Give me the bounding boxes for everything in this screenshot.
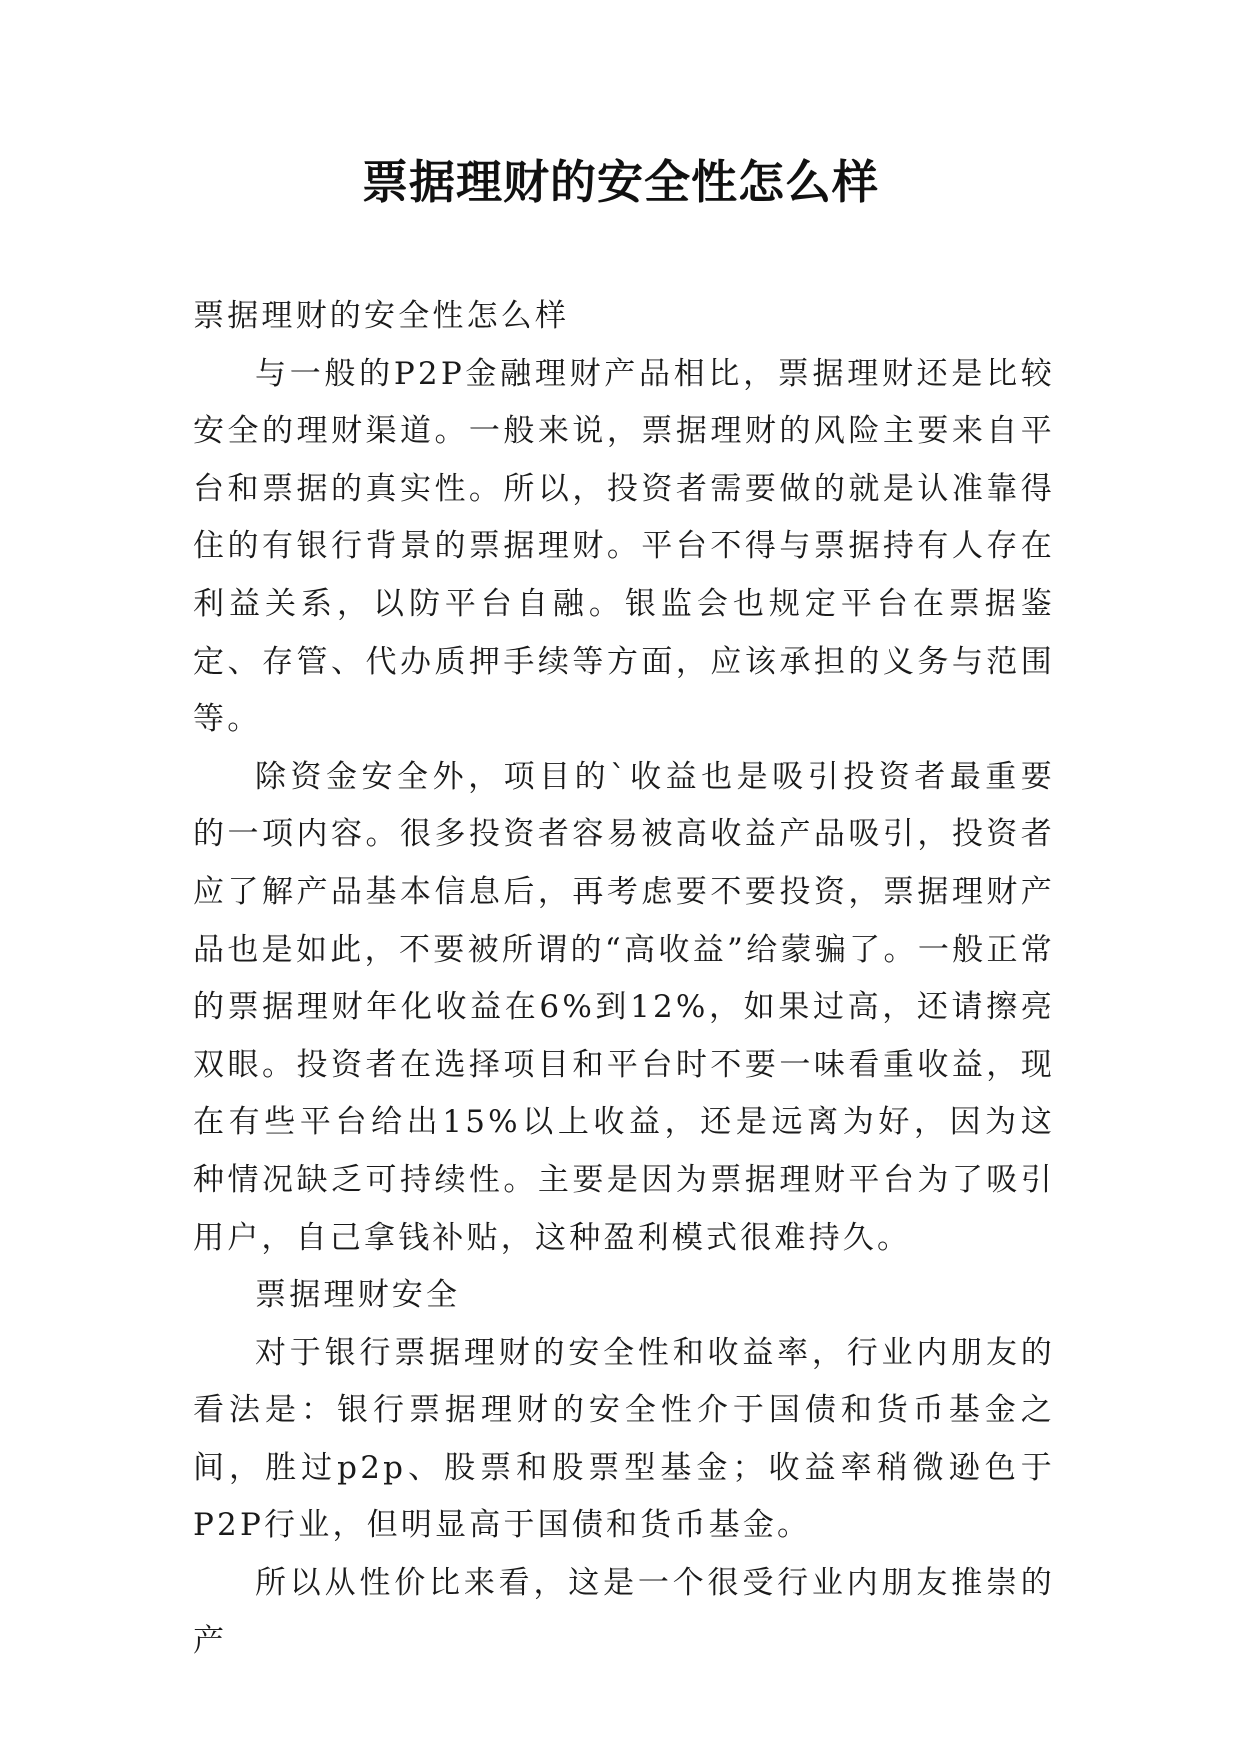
document-title: 票据理财的安全性怎么样 <box>362 155 879 209</box>
document-body <box>193 288 1055 1670</box>
paragraph-1: 与一般的P2P金融理财产品相比，票据理财还是比较安全的理财渠道。一般来说，票据理财的风险主要来自平台和票据的真实性。所以，投资者需要做的就是认准靠得住的有银行背景的票据理财。平台不得与票据持有人存在利益关系，以防平台自融。银监会也规定平台在票据鉴定、存管、代办质押手续等方面，应该承担的义务与范围等。 <box>193 355 1055 738</box>
subtitle-line: 票据理财的安全性怎么样 <box>193 298 570 334</box>
paragraph-2: 除资金安全外，项目的`收益也是吸引投资者最重要的一项内容。很多投资者容易被高收益产品吸引，投资者应了解产品基本信息后，再考虑要不要投资，票据理财产品也是如此，不要被所谓的“高收益”给蒙骗了。一般正常的票据理财年化收益在6%到12%，如果过高，还请擦亮双眼。投资者在选择项目和平台时不要一味看重收益，现在有些平台给出15%以上收益，还是远离为好，因为这种情况缺乏可持续性。主要是因为票据理财平台为了吸引用户，自己拿钱补贴，这种盈利模式很难持久。 <box>193 758 1055 1256</box>
paragraph-3: 对于银行票据理财的安全性和收益率，行业内朋友的看法是：银行票据理财的安全性介于国债和货币基金之间，胜过p2p、股票和股票型基金；收益率稍微逊色于P2P行业，但明显高于国债和货币基金。 <box>193 1334 1055 1544</box>
paragraph-4: 所以从性价比来看，这是一个很受行业内朋友推崇的产 <box>193 1565 1055 1659</box>
section-heading: 票据理财安全 <box>255 1277 461 1314</box>
